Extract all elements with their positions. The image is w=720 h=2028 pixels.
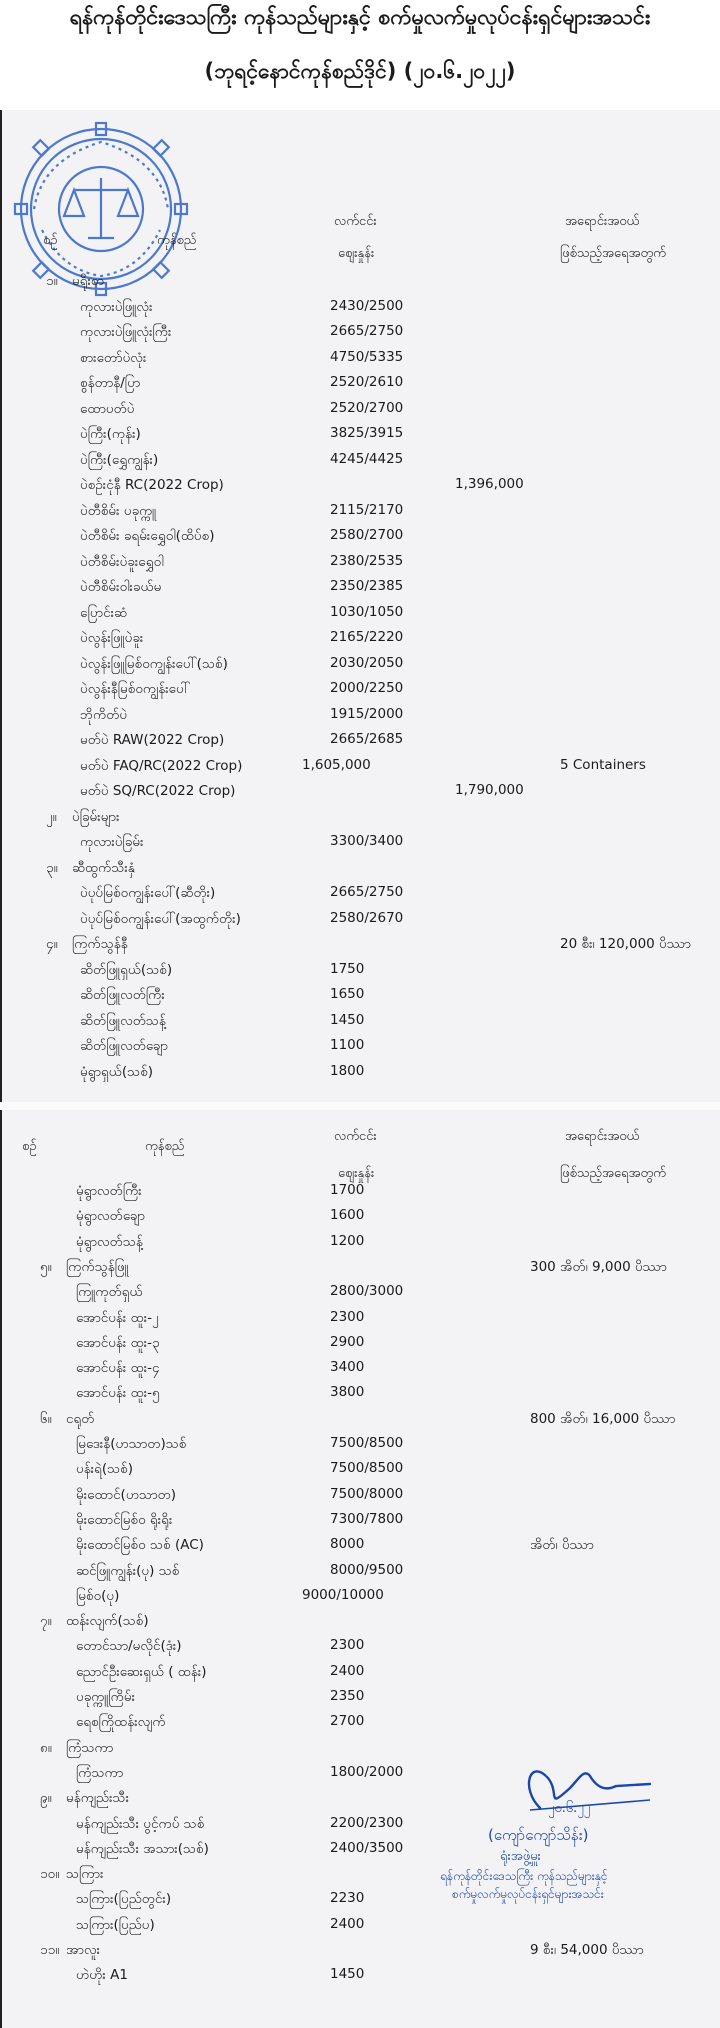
signatory-role: ရုံးအဖွဲ့မှူး: [500, 1849, 541, 1864]
title-block: [0, 0, 720, 105]
commodity-price: 2400: [330, 1915, 365, 1932]
commodity-price: 2430/2500: [330, 297, 404, 314]
table-row: [0, 553, 720, 577]
commodity-name: မုံရွာလတ်ကြီး: [76, 1183, 142, 1199]
header-price-top-2: လက်ငင်း: [334, 1129, 377, 1144]
commodity-price: 2900: [330, 1333, 365, 1350]
table-row: [0, 1233, 720, 1257]
commodity-name: ပန်းရဲ(သစ်): [76, 1461, 134, 1478]
commodity-name: မြစ်ဝ(ပု): [76, 1587, 120, 1604]
commodity-name: ပဲလွန်းနီမြစ်ဝကျွန်းပေါ်: [80, 681, 190, 697]
commodity-price: 4245/4425: [330, 450, 404, 467]
header-price-bottom: ဈေးနှုန်း: [338, 246, 375, 261]
table-row: [0, 1309, 720, 1333]
commodity-name: ပဲလွန်းဖြူပဲခူး: [80, 630, 144, 646]
header-item: ကုန်စည်: [157, 233, 197, 248]
category-row: [0, 1410, 720, 1434]
commodity-price: 3400: [330, 1359, 365, 1376]
commodity-name: ဆိတ်ဖြူရှယ်(သစ်): [80, 961, 173, 978]
table-row: [0, 1384, 720, 1408]
commodity-name: မိုးထောင်မြစ်ဝ သစ် (AC): [76, 1537, 204, 1554]
commodity-price: 4750/5335: [330, 348, 404, 365]
signature-date: ၂၀.၆.၂၂: [548, 1801, 591, 1816]
row-serial: ၉။: [40, 1790, 52, 1807]
category-name: မန်ကျည်းသီး: [66, 1790, 130, 1807]
commodity-name: ကြံသကာ: [76, 1764, 124, 1781]
table-row: [0, 884, 720, 908]
commodity-name: ပဲကြီး(ရွှေကျွန်း): [80, 451, 159, 468]
table-row: [0, 527, 720, 551]
commodity-name: တောင်သာ/မလိုင်(ဒုံး): [76, 1638, 182, 1655]
row-serial: ၂။: [46, 808, 57, 825]
table-row: [0, 323, 720, 347]
table-row: [0, 655, 720, 679]
category-name: အာလူး: [66, 1942, 101, 1958]
table-row: [0, 782, 720, 806]
trade-volume: 9 စီး၊ 54,000 ပိဿာ: [530, 1942, 644, 1958]
row-serial: ၇။: [40, 1613, 52, 1630]
table-row: [0, 757, 720, 781]
table-row: [0, 1536, 720, 1560]
commodity-price: 1750: [330, 960, 365, 977]
trade-volume: 20 စီး၊ 120,000 ပိဿာ: [560, 936, 691, 952]
commodity-price: 2580/2700: [330, 527, 404, 543]
table-row: [0, 1359, 720, 1383]
table-row: [0, 298, 720, 322]
commodity-name: ပဲတီစိမ်း ခရမ်းရွှေဝါ(ထိပ်စ): [80, 528, 215, 544]
header-price-top: လက်ငင်း: [334, 214, 377, 229]
commodity-name: အောင်ပန်း ထူး-၂: [76, 1309, 159, 1326]
commodity-name: ပဲစဥ်းငုံနီ RC(2022 Crop): [80, 477, 224, 493]
commodity-price: 7300/7800: [330, 1510, 404, 1527]
signatory-org-line1: ရန်ကုန်တိုင်းဒေသကြီး ကုန်သည်များနှင့်: [440, 1869, 608, 1883]
commodity-name: ထောပတ်ပဲ: [80, 400, 135, 417]
commodity-name: ကြူကုတ်ရှယ်: [76, 1284, 143, 1301]
table-row: [0, 706, 720, 730]
commodity-name: မိုးထောင်မြစ်ဝ ရိုးရိုး: [76, 1511, 173, 1528]
commodity-name: ပဲတီစိမ်းပဲခူးရွှေဝါ: [80, 553, 164, 570]
table-row: [0, 1486, 720, 1510]
table-row: [0, 604, 720, 628]
row-serial: ၃။: [46, 859, 58, 876]
commodity-name: ပဲလွန်းဖြူမြစ်ဝကျွန်းပေါ်(သစ်): [80, 655, 228, 672]
commodity-name: မြဒေးနီ(ဟသာတ)သစ်: [76, 1436, 187, 1452]
commodity-name: မတ်ပဲ FAQ/RC(2022 Crop): [80, 757, 243, 774]
table-row: [0, 374, 720, 398]
table-row: [0, 1966, 720, 1990]
table-row: [0, 1713, 720, 1737]
commodity-name: ပြောင်းဆံ: [80, 604, 128, 621]
header-trade-top-2: အရောင်းအဝယ်: [565, 1129, 640, 1144]
commodity-price: 2520/2700: [330, 399, 404, 416]
commodity-price: 1,605,000: [302, 756, 371, 773]
signatory-org-line2: စက်မှုလက်မှုလုပ်ငန်းရှင်များအသင်း: [452, 1887, 604, 1901]
header-price-bottom-2: ဈေးနှုန်း: [338, 1166, 375, 1181]
category-name: ဆီထွက်သီးနှံ: [72, 859, 135, 876]
commodity-price: 2200/2300: [330, 1814, 404, 1831]
header-trade-bottom-2: ဖြစ်သည့်အရေအတွက်: [560, 1166, 666, 1181]
commodity-price: 2700: [330, 1713, 365, 1730]
trade-volume: 800 အိတ်၊ 16,000 ပိဿာ: [530, 1410, 676, 1427]
table-row: [0, 1663, 720, 1687]
commodity-price: 2400/3500: [330, 1839, 404, 1856]
table-row: [0, 680, 720, 704]
table-row: [0, 1435, 720, 1459]
commodity-price: 2300: [330, 1308, 365, 1325]
category-row: [0, 935, 720, 959]
table-row: [0, 578, 720, 602]
commodity-name: ညောင်ဦးဆေးရှယ် ( ထန်း): [76, 1663, 207, 1680]
commodity-price-alt: 1,396,000: [455, 476, 524, 492]
category-name: ငရုတ်: [66, 1410, 95, 1427]
commodity-price: 1800/2000: [330, 1763, 404, 1780]
commodity-price: 2665/2685: [330, 731, 404, 747]
commodity-name: အောင်ပန်း ထူး-၄: [76, 1360, 160, 1377]
category-row: [0, 272, 720, 296]
commodity-name: စားတော်ပဲလုံး: [80, 349, 147, 366]
commodity-price: 1650: [330, 986, 365, 1002]
category-name: ပဲခြမ်းများ: [72, 808, 120, 825]
commodity-name: သကြား(ပြည်တွင်း): [76, 1891, 172, 1908]
table-row: [0, 629, 720, 653]
commodity-price: 2380/2535: [330, 552, 404, 569]
commodity-price: 2665/2750: [330, 884, 404, 900]
category-row: [0, 859, 720, 883]
category-name: ထန်းလျက်(သစ်): [66, 1613, 149, 1630]
commodity-name: ကုလားပဲဖြူလုံး: [80, 298, 153, 315]
commodity-price: 8000: [330, 1536, 365, 1553]
commodity-price: 8000/9500: [330, 1561, 404, 1578]
commodity-name: စွန်တာနီ/ပြာ: [80, 375, 141, 391]
commodity-name: ပဲကြီး(ကုန်း): [80, 426, 141, 442]
table-row: [0, 910, 720, 934]
table-row: [0, 400, 720, 424]
category-row: [0, 808, 720, 832]
commodity-name: ပဲပုပ်မြစ်ဝကျွန်းပေါ်(အထွက်တိုး): [80, 910, 241, 927]
commodity-name: အောင်ပန်း ထူး-၃: [76, 1334, 160, 1351]
trade-volume: အိတ်၊ ပိဿာ: [530, 1537, 594, 1554]
table-row: [0, 1688, 720, 1712]
trade-volume: 300 အိတ်၊ 9,000 ပိဿာ: [530, 1258, 667, 1275]
row-serial: ၄။: [46, 936, 58, 952]
commodity-name: ဆိတ်ဖြူလတ်သန့်: [80, 1012, 166, 1029]
table-row: [0, 1916, 720, 1940]
commodity-name: မုံရွာလတ်သန့်: [76, 1233, 143, 1250]
table-row: [0, 1511, 720, 1535]
trade-volume: 5 Containers: [560, 756, 646, 773]
table-row: [0, 1460, 720, 1484]
table-row: [0, 1063, 720, 1087]
table-row: [0, 349, 720, 373]
table-row: [0, 451, 720, 475]
category-name: ကြံသကာ: [66, 1739, 114, 1756]
table-row: [0, 1283, 720, 1307]
table-row: [0, 833, 720, 857]
table-row: [0, 731, 720, 755]
commodity-price: 9000/10000: [302, 1586, 384, 1603]
category-name: ကြက်သွန်ဖြူ: [66, 1258, 129, 1275]
table-row: [0, 986, 720, 1010]
table-row: [0, 502, 720, 526]
table-row: [0, 476, 720, 500]
commodity-price: 1915/2000: [330, 705, 404, 722]
table-row: [0, 1334, 720, 1358]
row-serial: ၅။: [40, 1258, 52, 1275]
header-item-2: ကုန်စည်: [145, 1139, 185, 1154]
commodity-name: ကုလားပဲဖြူလုံးကြီး: [80, 324, 172, 340]
commodity-name: ဆိတ်ဖြူလတ်ကြီး: [80, 987, 165, 1003]
commodity-price: 7500/8500: [330, 1460, 404, 1477]
header-trade-bottom: ဖြစ်သည့်အရေအတွက်: [560, 246, 666, 261]
commodity-name: သကြား(ပြည်ပ): [76, 1916, 155, 1933]
commodity-price: 2350: [330, 1688, 365, 1704]
commodity-price: 3825/3915: [330, 425, 404, 441]
row-serial: ၁၁။: [40, 1942, 60, 1958]
table-row: [0, 1637, 720, 1661]
commodity-price: 2115/2170: [330, 501, 404, 518]
commodity-price-alt: 1,790,000: [455, 782, 524, 798]
commodity-name: မတ်ပဲ SQ/RC(2022 Crop): [80, 783, 236, 799]
commodity-price: 7500/8500: [330, 1435, 404, 1451]
table-row: [0, 1012, 720, 1036]
commodity-name: ပဲပုပ်မြစ်ဝကျွန်းပေါ်(ဆီတိုး): [80, 885, 216, 901]
commodity-name: ပခုက္ကူကြိမ်း: [76, 1689, 136, 1705]
commodity-name: ဟဲဟိုး A1: [76, 1967, 128, 1984]
commodity-name: မတ်ပဲ RAW(2022 Crop): [80, 732, 225, 748]
commodity-name: ရေစကြိုထန်းလျက်: [76, 1714, 166, 1731]
commodity-price: 1100: [330, 1037, 365, 1053]
signatory-name: (ကျော်ကျော်သိန်း): [488, 1826, 589, 1844]
signature-block: [440, 1748, 720, 1908]
commodity-name: ဘိုကိတ်ပဲ: [80, 706, 128, 723]
commodity-price: 2580/2670: [330, 909, 404, 926]
table-row: [0, 1037, 720, 1061]
commodity-price: 1600: [330, 1207, 365, 1224]
commodity-price: 2665/2750: [330, 323, 404, 339]
commodity-price: 1450: [330, 1011, 365, 1028]
table-row: [0, 1562, 720, 1586]
commodity-price: 2350/2385: [330, 578, 404, 594]
category-row: [0, 1258, 720, 1282]
category-name: မရိုးစာ: [72, 273, 105, 289]
category-row: [0, 1612, 720, 1636]
table-row: [0, 1182, 720, 1206]
row-serial: ၁၀။: [40, 1866, 60, 1883]
commodity-name: မုံရွာရှယ်(သစ်): [80, 1063, 154, 1080]
commodity-name: မန်ကျည်းသီး အသား(သစ်): [76, 1840, 209, 1857]
commodity-price: 1450: [330, 1966, 365, 1983]
table-row: [0, 425, 720, 449]
document-subtitle: (ဘုရင့်နောင်ကုန်စည်ဒိုင်) (၂၀.၆.၂၀၂၂): [204, 59, 516, 83]
page-gap: [0, 1102, 720, 1110]
commodity-price: 3300/3400: [330, 833, 404, 849]
commodity-name: ပဲတီစိမ်း ပခုက္ကူ: [80, 502, 157, 519]
row-serial: ၈။: [40, 1739, 52, 1756]
commodity-name: ဆင်ဖြူကျွန်း(ပု) သစ်: [76, 1562, 180, 1579]
commodity-name: မန်ကျည်းသီး ပွင့်ကပ် သစ်: [76, 1815, 205, 1832]
header-trade-top: အရောင်းအဝယ်: [565, 214, 640, 229]
commodity-name: မုံရွာလတ်ချော: [76, 1208, 145, 1225]
table-row: [0, 1207, 720, 1231]
commodity-name: အောင်ပန်း ထူး-၅: [76, 1385, 160, 1402]
commodity-name: ပဲတီစိမ်းဝါးခယ်မ: [80, 579, 162, 595]
commodity-name: ဆိတ်ဖြူလတ်ချော: [80, 1038, 168, 1054]
document-title: ရန်ကုန်တိုင်းဒေသကြီး ကုန်သည်များနှင့် စက်မှုလက်မှုလုပ်ငန်းရှင်များအသင်း: [69, 5, 651, 30]
commodity-price: 1030/1050: [330, 603, 404, 620]
commodity-price: 7500/8000: [330, 1485, 404, 1502]
row-serial: ၁။: [46, 273, 58, 289]
commodity-name: မိုးထောင်(ဟသာတ): [76, 1486, 177, 1503]
commodity-price: 2400: [330, 1662, 365, 1679]
commodity-price: 1200: [330, 1232, 365, 1249]
commodity-price: 1700: [330, 1182, 365, 1198]
commodity-price: 2165/2220: [330, 629, 404, 645]
table-row: [0, 961, 720, 985]
commodity-price: 2000/2250: [330, 680, 404, 696]
commodity-price: 2230: [330, 1890, 365, 1907]
category-row: [0, 1941, 720, 1965]
commodity-name: ကုလားပဲခြမ်း: [80, 834, 144, 850]
row-serial: ၆။: [40, 1410, 52, 1427]
commodity-price: 1800: [330, 1062, 365, 1079]
commodity-price: 2300: [330, 1637, 365, 1654]
header-sr: စဥ်: [43, 233, 58, 248]
category-name: သကြား: [66, 1866, 104, 1883]
header-sr-2: စဥ်: [22, 1139, 37, 1154]
commodity-price: 2520/2610: [330, 374, 404, 390]
category-name: ကြက်သွန်နီ: [72, 936, 128, 952]
table-row: [0, 1587, 720, 1611]
commodity-price: 2030/2050: [330, 654, 404, 671]
commodity-price: 3800: [330, 1384, 365, 1401]
commodity-price: 2800/3000: [330, 1283, 404, 1300]
